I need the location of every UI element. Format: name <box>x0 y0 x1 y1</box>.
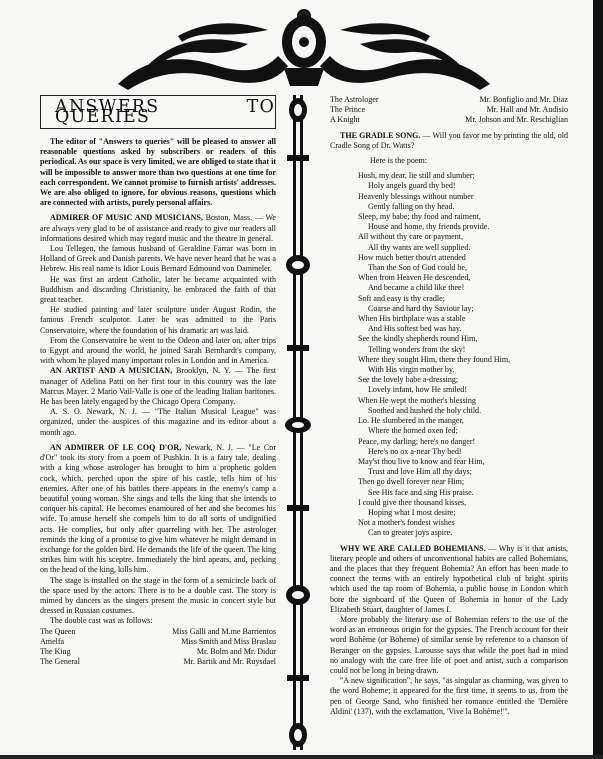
poem-line: Peace, my darling; here's no danger! <box>358 436 476 446</box>
poem-line: With His virgin mother by. <box>368 365 455 375</box>
poem-line: Coarse and hard thy Saviour lay; <box>368 303 474 313</box>
poem-line: Hoping what I most desire; <box>368 507 456 517</box>
cast-row: The General Mr. Bartik and Mr. Ruysdael <box>40 657 276 667</box>
gradle-question: THE GRADLE SONG. — Will you favor me by printing the old, old Cradle Song of Dr. Watts? <box>330 130 569 150</box>
poem-line: When His birthplace was a stable <box>358 314 466 324</box>
poem-line: Heavenly blessings without number <box>358 191 474 201</box>
page-edge-shadow <box>0 755 603 759</box>
cast-row: A Knight Mr. Johson and Mr. Reschiglian <box>330 115 568 125</box>
poem-line: Hush, my dear, lie still and slumber; <box>358 171 475 181</box>
poem-line: Lovely infant, how He smiled! <box>368 385 467 395</box>
poem-line: Lo. He slumbered in the manger, <box>358 416 464 426</box>
cast-list <box>40 627 276 668</box>
bohemians-paragraph: More probably the literary use of Bohemian refers to the use of the word as an erroneous origin for the gypsies. The French account for their word Bohême (or Boheme) of similar sense by reference to a chanson of Beranger on the gypsies. Larousse says that while the poet had in mind no analogy with the care free life of poet and artist, such a comparison could not be long in being drawn. <box>330 614 568 675</box>
poem-line: How much better thou'rt attended <box>358 252 466 262</box>
poem-line: Soothed and hushed the holy child. <box>368 405 482 415</box>
answer-paragraph: From the Conservatoire he went to the Odeon and later on, after trips to Egypt and around the world, he joined Sarah Bernhardt's company, with whom he played many important roles in London and in America. <box>40 335 276 366</box>
poem-line: Where they sought Him, there they found Him, <box>358 354 511 364</box>
answer-paragraph: He was first an ardent Catholic, later he became acquainted with Buddhism and discarding Christianity, he embraced the faith of that great teacher. <box>40 274 276 305</box>
poem-line: House and home, thy friends provide. <box>368 222 490 232</box>
intro-paragraph: The editor of "Answers to queries" will be pleased to answer all reasonable questions asked by subscribers or readers of this periodical. As our space is very limited, we are obliged to state that it will be impossible to answer more than two questions at one time for each correspondent. We cannot promise to furnish artists' addresses. We are also obliged to ignore, for obvious reasons, questions which are connected with artists, purely personal affairs. <box>40 137 276 208</box>
poem-line: May'st thou live to know and fear Him, <box>358 456 485 466</box>
bohemians-paragraph: "A new signification", he says, "as singular as charming, was given to the word Boheme; it appeared for the first time, it seems to us, from the pen of George Sand, who finished her romance entitled the 'Dernière Aldini' (137), with the exclamation, 'Vive la Bohème!'". <box>330 676 568 716</box>
poem-line: Where the horned oxen fed; <box>368 426 458 436</box>
answer-paragraph: Lou Tellegen, the famous husband of Geraldine Farrar was born in Holland of Greek and Danish parents. We have never heard that he was a Hebrew. His real name is Idior Louis Bernard Edmound von Dammeler. <box>40 244 276 274</box>
cast-row: The Queen Miss Galli and M.me Barrientos <box>40 626 276 636</box>
poem-line: I could give thee thousand kisses, <box>358 497 467 507</box>
poem-line: Than the Son of God could be, <box>368 263 468 273</box>
cradle-poem <box>358 171 568 538</box>
poem-intro: Here is the poem: <box>370 156 427 166</box>
poem-line: When from Heaven He descended, <box>358 273 471 283</box>
section-title-box <box>40 95 276 129</box>
poem-line: All thy wants are well supplied. <box>368 242 471 252</box>
poem-line: Holy angels guard thy bed! <box>368 181 456 191</box>
poem-line: Trust and love Him all thy days; <box>368 467 472 477</box>
poem-line: Here's no ox a-near Thy bed! <box>368 446 462 456</box>
poem-line: See the lovely babe a-dressing; <box>358 375 459 385</box>
section-title: ANSWERS TO QUERIES <box>55 97 275 128</box>
cast-row: The King Mr. Bolm and Mr. Didur <box>40 646 276 656</box>
answer-paragraph: ADMIRER OF MUSIC AND MUSICIANS, Boston, Mass. — We are always very glad to be of assistance and ready to give our readers all informations desired which may regard music and the theatre in general. <box>40 213 276 243</box>
answer-paragraph: A. S. O. Newark, N. J. — "The Italian Musical League" was organized, under the auspices of this magazine and its editor about a month ago. <box>40 407 276 437</box>
poem-line: Gently falling on thy head. <box>368 201 455 211</box>
poem-line: When He wept the mother's blessing <box>358 395 476 405</box>
poem-line: Soft and easy is thy cradle; <box>358 293 445 303</box>
poem-line: And His softest bed was hay. <box>368 324 462 334</box>
poem-line: See the kindly shepherds round Him, <box>358 334 478 344</box>
answer-paragraph: The stage is installed on the stage in the form of a semicircle back of the space used by the actors. There is to be a double cast. The story is mimed by dancers as the singers present the music in concert style but dressed in Russian costumes. <box>40 575 276 616</box>
ornamental-header-icon <box>118 6 490 92</box>
poem-line: And became a child like thee! <box>368 283 465 293</box>
cast-row: The Prince Mr. Hall and Mr. Audisio <box>330 105 568 115</box>
column-divider-ornament <box>283 95 313 750</box>
cast-row: The Astrologer Mr. Bonfiglio and Mr. Diaz <box>330 95 568 104</box>
poem-line: Can to greater joys aspire. <box>368 528 453 538</box>
left-column <box>40 95 276 667</box>
poem-line: All without thy care or payment, <box>358 232 464 242</box>
poem-line: Not a mother's fondest wishes <box>358 518 455 528</box>
poem-line: Sleep, my babe; thy food and raiment, <box>358 212 481 222</box>
poem-line: Then go dwell forever near Him; <box>358 477 465 487</box>
bohemians-paragraph: WHY WE ARE CALLED BOHEMIANS. — Why is it that artists, literary people and others of unconventional habits are called Bohemians, and the places that they frequent Bohemia? An effort has been made to connect the terms with an entirely hypothetical club of bright spirits which used the tap room of Bohemia, a public house in London which bore the signboard of the Queen of Bohemia in honor of the Lady Elizabeth Stuart, daughter of James I. <box>330 543 568 614</box>
cast-row: Amelfa Miss Smith and Miss Braslau <box>40 636 276 646</box>
poem-line: See His face and sing His praise. <box>368 487 474 497</box>
answer-paragraph: He studied painting and later sculpture under August Rodin, the famous French sculpotor. Later he was admitted to the Paris Conservatoire, where the foundation of his dramatic art was laid. <box>40 305 276 335</box>
page-edge-shadow <box>593 0 603 759</box>
poem-line: Telling wonders from the sky! <box>368 344 466 354</box>
right-column <box>330 95 568 717</box>
answer-paragraph: The double cast was as follows: <box>50 616 153 626</box>
answer-paragraph: AN ARTIST AND A MUSICIAN, Brooklyn, N. Y. — The first manager of Adelina Patti on her first tour in this country was the late Marcus Mayer. 2 Mario Vail-Valle is one of the leading Italian baritones. He has been lately engaged by the Chicago Opera Company. <box>40 366 276 407</box>
answer-paragraph: AN ADMIRER OF LE COQ D'OR, Newark, N. J. — "Le Cor d'Or" took its story from a poem of Pushkin. It is a fairy tale, dealing with a king whose astrologer has brought to him a prophetic golden cock, which, perched upon the spire of his castle, tells him of his enemies. After one of his battles there appears in the enemy's camp a beautiful young woman. She sings and tells the king that she intends to conquer his capital. He becomes enamoured of her and she becomes his wife. To amuse herself she compels him to do all sorts of undignified acts. He complies, but only after quarreling with her. The astrologer reminds the king of a promise to give him whatever he might demand in exchange for the golden bird. He demands the life of the queen. The king strikes him with his sceptre. Immediately the bird apears, and, pecking on the head of the king, kills him. <box>40 442 277 575</box>
